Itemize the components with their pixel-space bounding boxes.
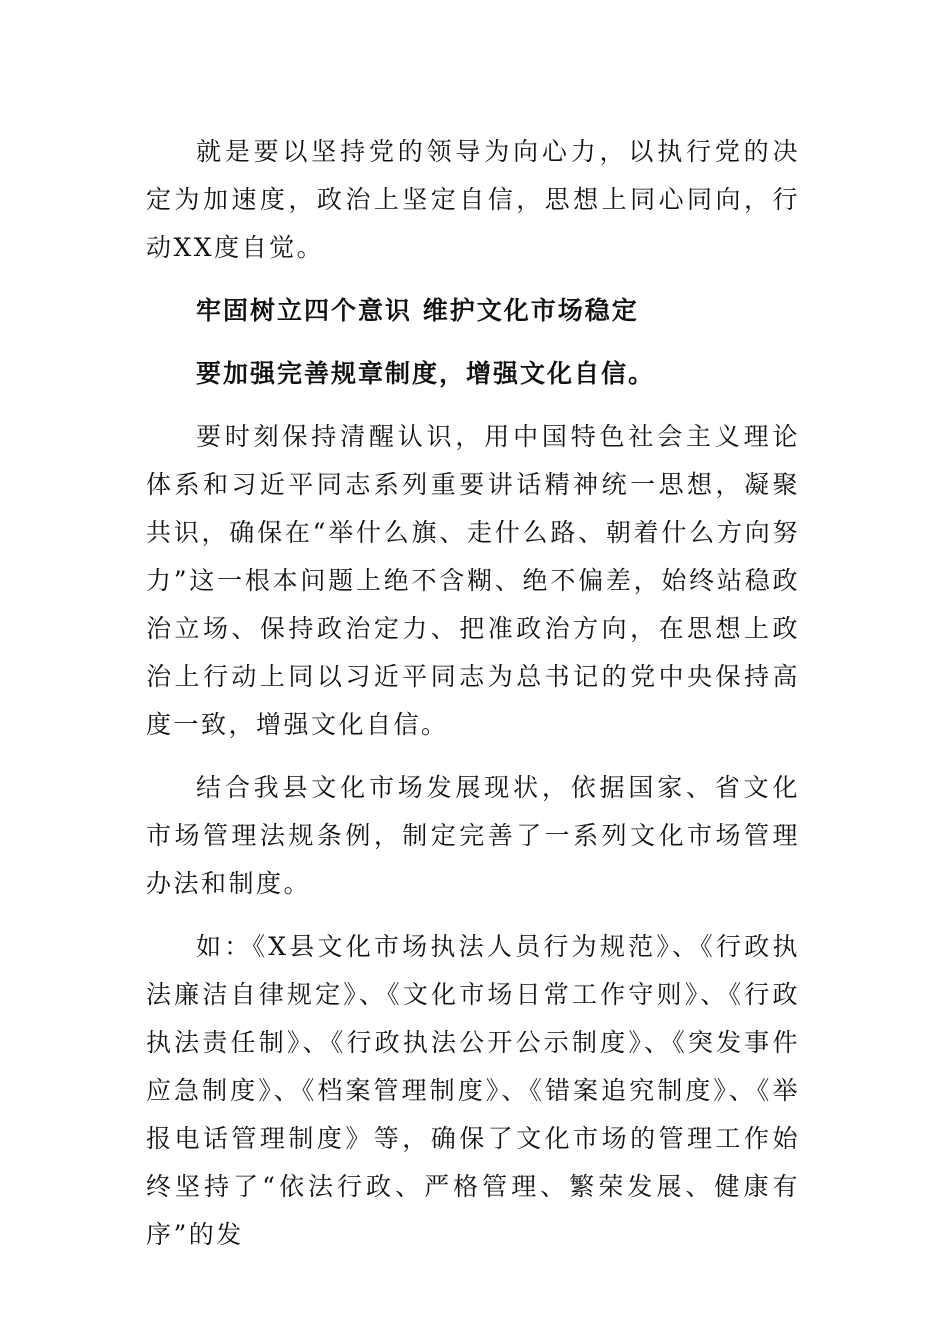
paragraph-regulations: 结合我县文化市场发展现状，依据国家、省文化市场管理法规条例，制定完善了一系列文化市场管理办法和制度。 xyxy=(146,773,800,898)
section-heading: 牢固树立四个意识 维护文化市场稳定 xyxy=(196,296,639,325)
paragraph-ideology: 要时刻保持清醒认识，用中国特色社会主义理论体系和习近平同志系列重要讲话精神统一思想，凝聚共识，确保在“举什么旗、走什么路、朝着什么方向努力”这一根本问题上绝不含糊、绝不偏差，始终站稳政治立场、保持政治定力、把准政治方向，在思想上政治上行动上同以习近平同志为总书记的党中央保持高度一致，增强文化自信。 xyxy=(146,422,800,739)
document-body xyxy=(146,128,800,1274)
paragraph-examples: 如：《X县文化市场执法人员行为规范》、《行政执法廉洁自律规定》、《文化市场日常工作守则》、《行政执法责任制》、《行政执法公开公示制度》、《突发事件应急制度》、《档案管理制度》、《错案追究制度》、《举报电话管理制度》等，确保了文化市场的管理工作始终坚持了“依法行政、严格管理、繁荣发展、健康有序”的发 xyxy=(146,932,800,1249)
paragraph-intro: 就是要以坚持党的领导为向心力，以执行党的决定为加速度，政治上坚定自信，思想上同心同向，行动XX度自觉。 xyxy=(146,137,800,262)
sub-heading: 要加强完善规章制度，增强文化自信。 xyxy=(196,359,656,388)
